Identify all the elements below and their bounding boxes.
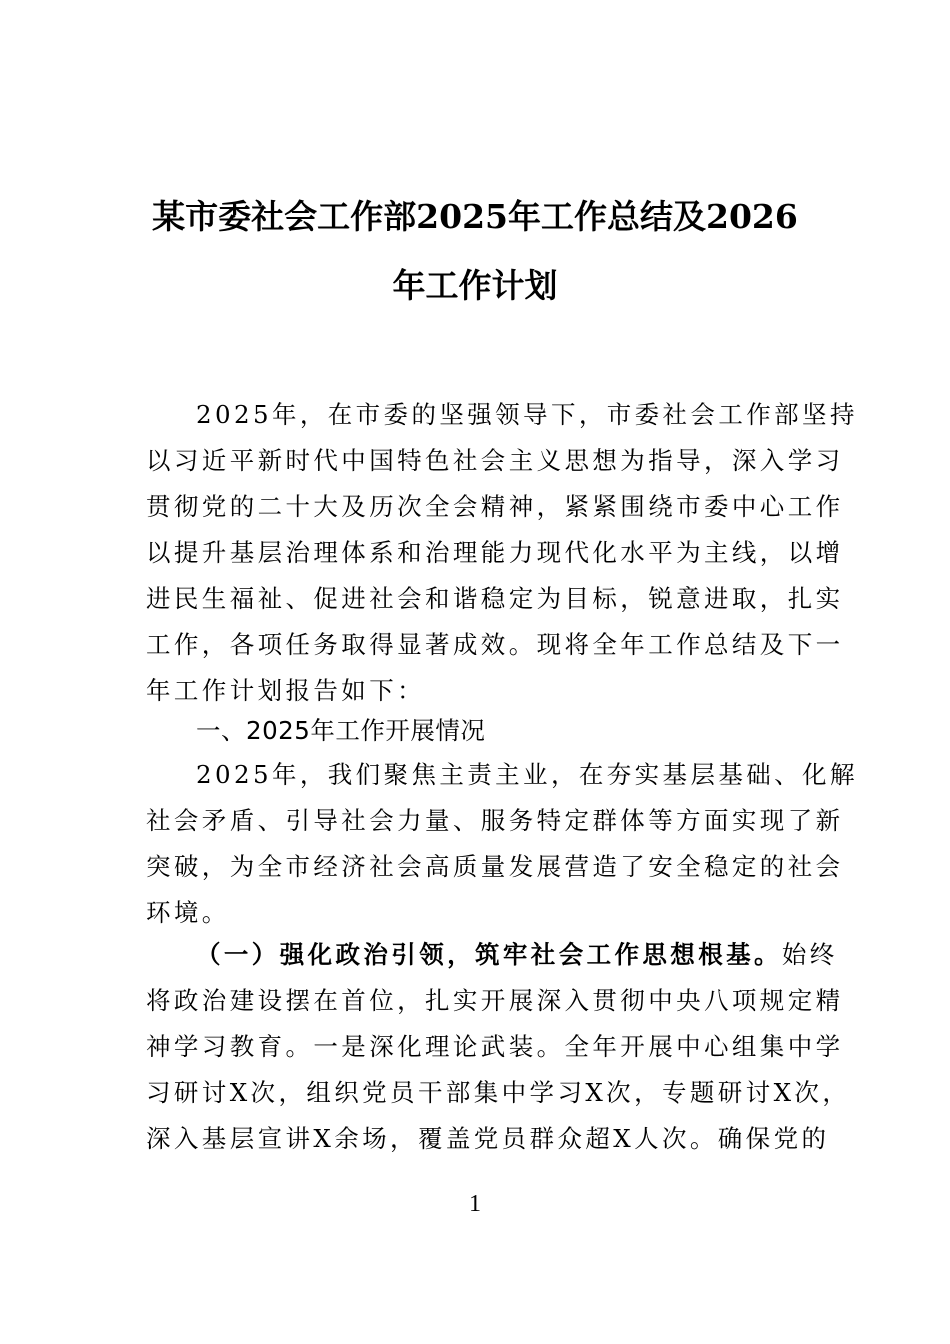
subsection-line: 将政治建设摆在首位，扎实开展深入贯彻中央八项规定精 (146, 986, 844, 1015)
subsection-heading: （一）强化政治引领，筑牢社会工作思想根基。 (196, 940, 782, 969)
section-line: 2025年，我们聚焦主责主业，在夯实基层基础、化解 (196, 760, 858, 789)
intro-line: 进民生福祉、促进社会和谐稳定为目标，锐意进取，扎实 (146, 584, 844, 613)
section-heading: 一、2025年工作开展情况 (196, 716, 486, 745)
intro-line: 贯彻党的二十大及历次全会精神，紧紧围绕市委中心工作 (146, 492, 844, 521)
subsection-line: 习研讨X次，组织党员干部集中学习X次，专题研讨X次， (146, 1078, 851, 1107)
subsection-lead-text: 始终 (781, 940, 838, 969)
document-title-line-2: 年工作计划 (392, 266, 558, 305)
page-number: 1 (469, 1191, 481, 1217)
subsection-line: 神学习教育。一是深化理论武装。全年开展中心组集中学 (146, 1032, 844, 1061)
intro-line: 2025年，在市委的坚强领导下，市委社会工作部坚持 (196, 400, 858, 429)
intro-line: 年工作计划报告如下： (146, 676, 425, 705)
section-line: 社会矛盾、引导社会力量、服务特定群体等方面实现了新 (146, 806, 844, 835)
intro-line: 以习近平新时代中国特色社会主义思想为指导，深入学习 (146, 446, 844, 475)
section-line: 突破，为全市经济社会高质量发展营造了安全稳定的社会 (146, 852, 844, 881)
subsection-line: 深入基层宣讲X余场，覆盖党员群众超X人次。确保党的 (146, 1124, 830, 1153)
section-line: 环境。 (146, 898, 230, 927)
subsection-first-line (196, 940, 838, 970)
document-title-line-1: 某市委社会工作部2025年工作总结及2026 (152, 197, 798, 236)
intro-line: 工作，各项任务取得显著成效。现将全年工作总结及下一 (146, 630, 844, 659)
intro-line: 以提升基层治理体系和治理能力现代化水平为主线，以增 (146, 538, 844, 567)
